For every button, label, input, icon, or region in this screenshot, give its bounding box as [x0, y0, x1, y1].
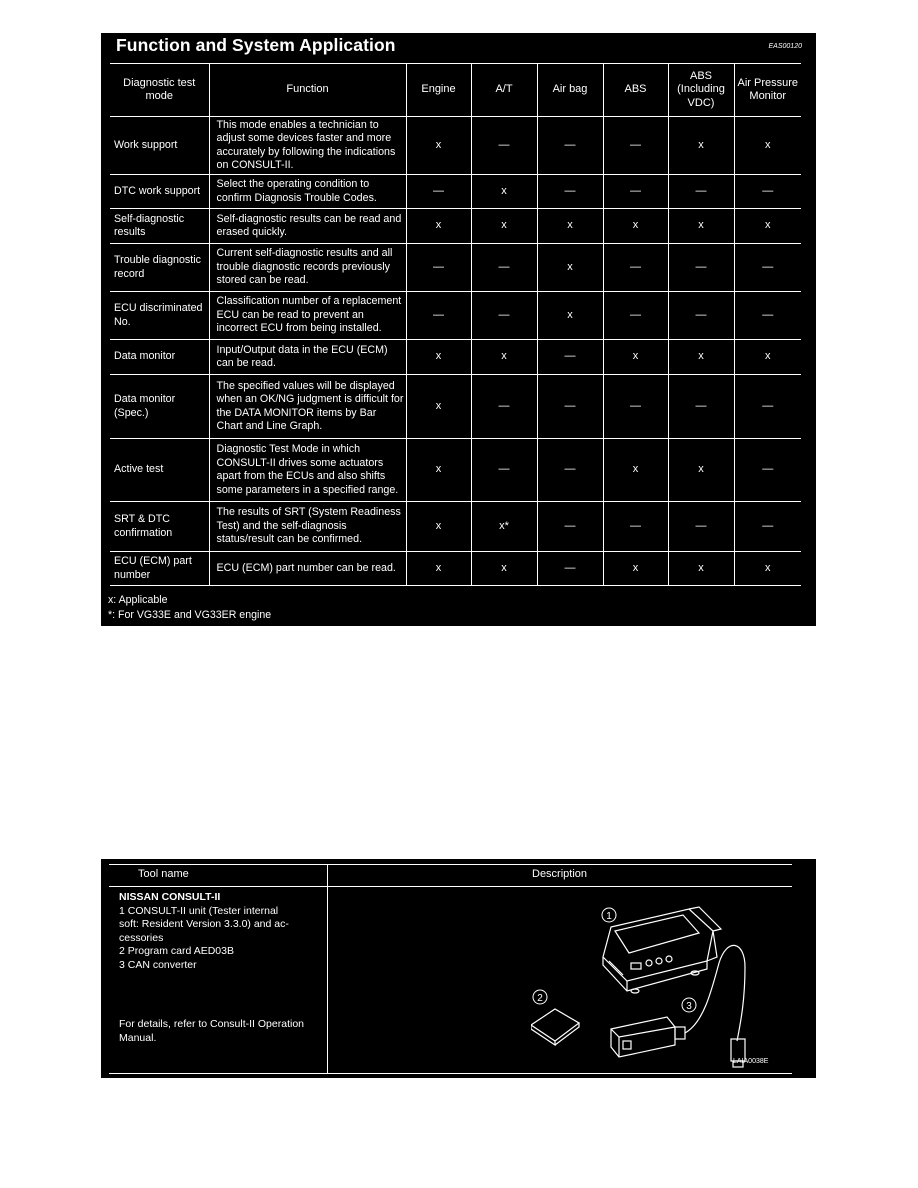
consult-ii-illustration [531, 903, 781, 1071]
description-header: Description [532, 868, 588, 880]
tool-line: 2 Program card AED03B [119, 945, 234, 957]
function-cell: Input/Output data in the ECU (ECM) can be read. [209, 340, 406, 375]
mode-cell: ECU (ECM) part number [110, 552, 209, 586]
function-cell: Diagnostic Test Mode in which CONSULT-II drives some actuators apart from the ECUs and also shifts some parameters in a specified range. [209, 439, 406, 502]
applicability-cell: — [406, 292, 471, 340]
applicability-cell: x [471, 340, 537, 375]
col-header-mode: Diagnostic test mode [110, 64, 209, 117]
table-row [110, 375, 801, 439]
applicability-cell: x [668, 439, 734, 502]
function-system-panel [101, 33, 816, 626]
tool-details: For details, refer to Consult-II Operation Manual. [119, 1018, 304, 1044]
divider [109, 864, 792, 865]
table-row [110, 209, 801, 244]
program-card-icon [531, 1009, 579, 1045]
applicability-cell: x [668, 117, 734, 175]
applicability-cell: — [668, 292, 734, 340]
applicability-cell: — [406, 175, 471, 209]
applicability-cell: — [668, 175, 734, 209]
applicability-cell: — [471, 244, 537, 292]
col-header-at: A/T [471, 64, 537, 117]
applicability-cell: — [668, 244, 734, 292]
section-code: EAS00120 [768, 43, 802, 50]
mode-cell: Data monitor (Spec.) [110, 375, 209, 439]
col-header-abs-vdc: ABS (Including VDC) [668, 64, 734, 117]
applicability-cell: x [406, 552, 471, 586]
mode-cell: Data monitor [110, 340, 209, 375]
callout-3 [682, 998, 696, 1012]
col-header-airbag: Air bag [537, 64, 603, 117]
function-cell: The results of SRT (System Readiness Test) and the self-diagnosis status/result can be confirmed. [209, 502, 406, 552]
applicability-cell: — [603, 117, 668, 175]
applicability-cell: x [406, 502, 471, 552]
divider [109, 1073, 792, 1074]
function-cell: This mode enables a technician to adjust some devices faster and more accurately by following the indications on CONSULT-II. [209, 117, 406, 175]
applicability-cell: — [734, 439, 801, 502]
callout-1 [602, 908, 616, 922]
table-row [110, 117, 801, 175]
applicability-cell: — [537, 117, 603, 175]
applicability-cell: x [406, 375, 471, 439]
applicability-cell: — [537, 439, 603, 502]
applicability-cell: — [603, 375, 668, 439]
callout-label: 3 [686, 1001, 692, 1012]
applicability-cell: x [537, 209, 603, 244]
function-cell: Select the operating condition to confirm Diagnosis Trouble Codes. [209, 175, 406, 209]
applicability-cell: x [471, 209, 537, 244]
tool-line: soft: Resident Version 3.3.0) and ac- [119, 918, 289, 930]
applicability-cell: x [406, 340, 471, 375]
table-header-row [110, 64, 801, 117]
applicability-cell: — [537, 375, 603, 439]
applicability-cell: x [471, 552, 537, 586]
note-applicable: x: Applicable [108, 594, 168, 606]
table-row [110, 244, 801, 292]
callout-2 [533, 990, 547, 1004]
applicability-cell: x [668, 209, 734, 244]
applicability-cell: — [603, 244, 668, 292]
applicability-cell: x [734, 117, 801, 175]
function-table-body [110, 117, 801, 586]
applicability-cell: — [603, 175, 668, 209]
applicability-cell: x [406, 439, 471, 502]
applicability-cell: — [668, 375, 734, 439]
applicability-cell: — [406, 244, 471, 292]
applicability-cell: — [471, 292, 537, 340]
col-header-abs: ABS [603, 64, 668, 117]
applicability-cell: x [734, 552, 801, 586]
col-header-air-pressure: Air Pressure Monitor [734, 64, 801, 117]
callout-label: 1 [606, 911, 612, 922]
section-title: Function and System Application [116, 35, 396, 55]
tool-line: 3 CAN converter [119, 958, 197, 971]
applicability-cell: — [734, 292, 801, 340]
mode-cell: Work support [110, 117, 209, 175]
applicability-cell: — [537, 340, 603, 375]
applicability-cell: x [603, 552, 668, 586]
tool-line: 1 CONSULT-II unit (Tester internal [119, 904, 279, 917]
table-notes [108, 593, 271, 622]
applicability-cell: — [734, 375, 801, 439]
applicability-cell: — [668, 502, 734, 552]
function-table [110, 63, 801, 586]
applicability-cell: — [734, 244, 801, 292]
applicability-cell: — [734, 175, 801, 209]
table-row [110, 292, 801, 340]
applicability-cell: — [537, 552, 603, 586]
divider [109, 886, 792, 887]
mode-cell: Self-diagnostic results [110, 209, 209, 244]
applicability-cell: x [471, 175, 537, 209]
applicability-cell: x [603, 209, 668, 244]
applicability-cell: — [471, 439, 537, 502]
function-cell: Current self-diagnostic results and all trouble diagnostic records previously stored can be read. [209, 244, 406, 292]
applicability-cell: x [537, 244, 603, 292]
consult-unit-icon [603, 907, 721, 993]
applicability-cell: x [406, 117, 471, 175]
applicability-cell: x [603, 340, 668, 375]
applicability-cell: — [603, 502, 668, 552]
tool-description [119, 891, 289, 972]
table-row [110, 175, 801, 209]
applicability-cell: — [537, 175, 603, 209]
applicability-cell: x [603, 439, 668, 502]
figure-code: LAIA0038E [733, 1058, 769, 1065]
function-cell: ECU (ECM) part number can be read. [209, 552, 406, 586]
tool-line: cessories [119, 931, 164, 944]
applicability-cell: x [734, 209, 801, 244]
mode-cell: SRT & DTC confirmation [110, 502, 209, 552]
applicability-cell: x [668, 552, 734, 586]
function-cell: The specified values will be displayed when an OK/NG judgment is difficult for the DATA MONITOR items by Bar Chart and Line Graph. [209, 375, 406, 439]
table-row [110, 340, 801, 375]
applicability-cell: — [537, 502, 603, 552]
col-header-function: Function [209, 64, 406, 117]
applicability-cell: — [734, 502, 801, 552]
applicability-cell: x [668, 340, 734, 375]
applicability-cell: — [603, 292, 668, 340]
table-row [110, 502, 801, 552]
table-row [110, 439, 801, 502]
applicability-cell: x [406, 209, 471, 244]
tool-name-header: Tool name [138, 868, 189, 880]
applicability-cell: — [471, 375, 537, 439]
mode-cell: ECU discriminated No. [110, 292, 209, 340]
tool-title: NISSAN CONSULT-II [119, 891, 221, 903]
function-cell: Self-diagnostic results can be read and erased quickly. [209, 209, 406, 244]
callout-label: 2 [537, 993, 543, 1004]
divider [327, 864, 328, 1074]
table-row [110, 552, 801, 586]
applicability-cell: x [537, 292, 603, 340]
applicability-cell: x [734, 340, 801, 375]
mode-cell: Active test [110, 439, 209, 502]
mode-cell: Trouble diagnostic record [110, 244, 209, 292]
function-cell: Classification number of a replacement ECU can be read to prevent an incorrect ECU from being installed. [209, 292, 406, 340]
col-header-engine: Engine [406, 64, 471, 117]
applicability-cell: — [471, 117, 537, 175]
note-engine: *: For VG33E and VG33ER engine [108, 608, 272, 621]
applicability-cell: x* [471, 502, 537, 552]
mode-cell: DTC work support [110, 175, 209, 209]
tool-panel [101, 859, 816, 1078]
